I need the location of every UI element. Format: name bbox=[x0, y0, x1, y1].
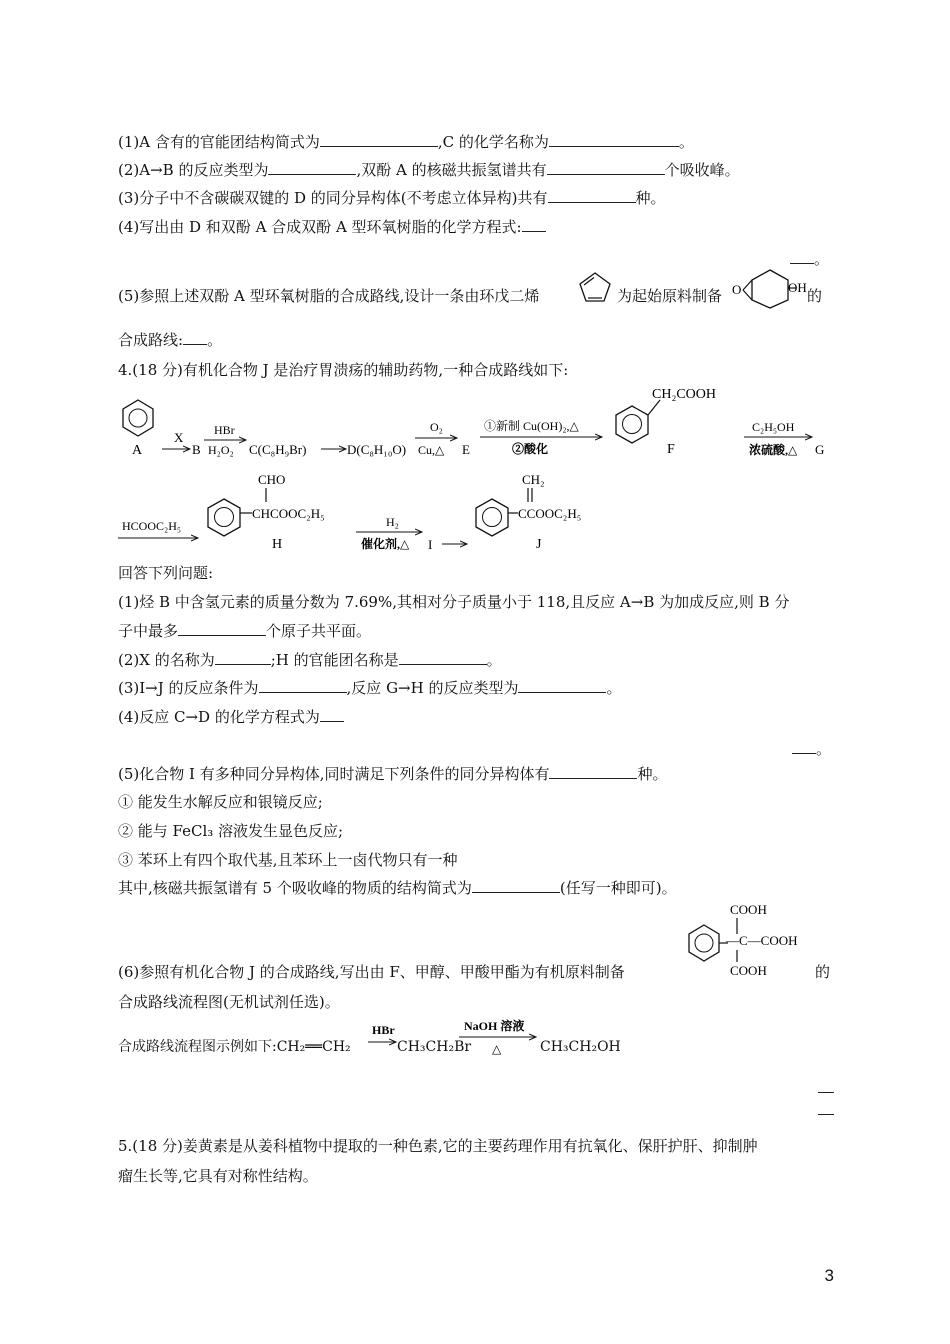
group-ccooet: CCOOC₂H₅ bbox=[518, 506, 582, 521]
reagent-X: X bbox=[174, 430, 184, 445]
group-ch2cooh: CH₂COOH bbox=[652, 387, 716, 402]
q3-part2 bbox=[118, 160, 740, 180]
q5-intro-2 bbox=[118, 1166, 318, 1186]
epoxide-oxygen-label: O bbox=[732, 282, 742, 297]
q3-part2-text-c: 个吸收峰。 bbox=[664, 161, 740, 179]
label-F: F bbox=[667, 442, 675, 457]
example-reagent-naoh: NaOH 溶液 bbox=[464, 1019, 525, 1033]
q3-part3 bbox=[118, 188, 666, 208]
q4-part1-text-c: 个原子共平面。 bbox=[266, 622, 372, 640]
group-cooh-right: —C—COOH bbox=[726, 933, 798, 948]
q3-part5-text-b: 为起始原料制备 bbox=[617, 287, 723, 305]
label-I: I bbox=[428, 537, 433, 552]
answer-blank[interactable] bbox=[522, 217, 546, 232]
q5-intro bbox=[118, 1136, 758, 1156]
q4-part2-text-c: 。 bbox=[486, 651, 502, 669]
q4-part5-text-c: 种。 bbox=[637, 765, 668, 783]
q4-synthesis-scheme bbox=[112, 378, 832, 554]
answer-blank[interactable] bbox=[472, 878, 560, 893]
answer-blank[interactable] bbox=[399, 650, 487, 665]
q4-part6-text-c: 的 bbox=[815, 963, 831, 981]
q4-part6-answer-line-1 bbox=[818, 1078, 834, 1097]
q4-part6-end bbox=[815, 962, 830, 982]
q3-part5-end bbox=[807, 286, 822, 306]
reagent-step2: ②酸化 bbox=[512, 442, 549, 456]
q4-condition-2-text: ② 能与 FeCl₃ 溶液发生显色反应; bbox=[118, 822, 344, 840]
q4-part1 bbox=[118, 592, 789, 612]
q3-part1-text-c: 。 bbox=[678, 133, 694, 151]
answer-blank[interactable] bbox=[518, 678, 606, 693]
reagent-h2o2: H₂O₂ bbox=[208, 443, 234, 457]
q4-part6-answer-line-2 bbox=[818, 1100, 834, 1119]
q4-part5-end-text-c: (任写一种即可)。 bbox=[559, 879, 677, 897]
answer-blank[interactable] bbox=[818, 1100, 834, 1115]
answer-blank[interactable] bbox=[320, 707, 344, 722]
q3-part5-end-punct: 。 bbox=[207, 331, 223, 349]
q5-intro-line1: 5.(18 分)姜黄素是从姜科植物中提取的一种色素,它的主要药理作用有抗氧化、保肝护肝、抑制肿 bbox=[118, 1137, 758, 1155]
label-B: B bbox=[192, 442, 201, 457]
hydroxyl-label: OH bbox=[788, 280, 807, 295]
answer-blank[interactable] bbox=[268, 160, 356, 175]
label-D: D(C₈H₁₀O) bbox=[347, 442, 407, 457]
group-cho: CHO bbox=[258, 472, 286, 487]
q4-part1-text-a: (1)烃 B 中含氢元素的质量分数为 7.69%,其相对分子质量小于 118,且反应 A→B 为加成反应,则 B 分 bbox=[118, 593, 790, 611]
answer-blank[interactable] bbox=[183, 330, 207, 345]
q3-part5 bbox=[118, 286, 539, 306]
q4-answer-prompt-text: 回答下列问题: bbox=[118, 564, 214, 582]
target-benzyl-tricarboxylic-acid-structure bbox=[680, 898, 810, 980]
q3-part2-text-b: ,双酚 A 的核磁共振氢谱共有 bbox=[356, 161, 547, 179]
q3-part1-text-a: (1)A 含有的官能团结构简式为 bbox=[118, 133, 320, 151]
reagent-o2: O₂ bbox=[430, 420, 443, 434]
label-A: A bbox=[132, 443, 143, 458]
label-C: C(C₈H₉Br) bbox=[249, 442, 307, 457]
answer-blank[interactable] bbox=[215, 650, 271, 665]
q3-part1 bbox=[118, 132, 694, 152]
q4-part6-line2-text: 合成路线流程图(无机试剂任选)。 bbox=[118, 993, 340, 1011]
answer-blank[interactable] bbox=[259, 678, 347, 693]
q4-intro bbox=[118, 360, 568, 380]
answer-blank[interactable] bbox=[818, 1078, 834, 1093]
q4-part4 bbox=[118, 707, 344, 727]
answer-blank[interactable] bbox=[549, 132, 679, 147]
benzene-H bbox=[208, 499, 252, 536]
q3-part1-text-b: ,C 的化学名称为 bbox=[437, 133, 549, 151]
q3-part5-line2 bbox=[118, 330, 222, 350]
page-number: 3 bbox=[824, 1266, 834, 1285]
q4-part4-end bbox=[792, 738, 831, 759]
answer-blank[interactable] bbox=[549, 764, 637, 779]
q4-part1-line2 bbox=[118, 621, 371, 641]
q4-part4-text: (4)反应 C→D 的化学方程式为 bbox=[118, 708, 320, 726]
answer-blank[interactable] bbox=[548, 188, 636, 203]
example-ethanol bbox=[540, 1037, 621, 1057]
q3-part5-mid bbox=[617, 286, 722, 306]
group-cooh-bottom: COOH bbox=[730, 963, 767, 978]
q3-part5-text-c: 的 bbox=[807, 287, 823, 305]
example-reagent-hbr: HBr bbox=[372, 1023, 395, 1037]
example-reagent-delta: △ bbox=[492, 1042, 502, 1056]
q4-part5-text-a: (5)化合物 I 有多种同分异构体,同时满足下列条件的同分异构体有 bbox=[118, 765, 550, 783]
group-ch2: CH₂ bbox=[522, 472, 545, 487]
q4-condition-1 bbox=[118, 792, 323, 812]
group-chcooet: CHCOOC₂H₅ bbox=[252, 506, 325, 521]
q4-part3-text-a: (3)I→J 的反应条件为 bbox=[118, 679, 259, 697]
q4-part3-text-c: 。 bbox=[606, 679, 622, 697]
q3-part4-end-punct: 。 bbox=[814, 250, 830, 268]
example-bromoethane bbox=[397, 1037, 471, 1057]
q4-part5-end-text-a: 其中,核磁共振氢谱有 5 个吸收峰的物质的结构简式为 bbox=[118, 879, 472, 897]
q4-part3-text-b: ,反应 G→H 的反应类型为 bbox=[346, 679, 519, 697]
q4-part1-text-b: 子中最多 bbox=[118, 622, 179, 640]
q4-part5-end bbox=[118, 878, 677, 898]
q3-part3-text-a: (3)分子中不含碳碳双键的 D 的同分异构体(不考虑立体异构)共有 bbox=[118, 189, 548, 207]
q4-part3 bbox=[118, 678, 621, 698]
benzene-J bbox=[476, 499, 518, 536]
answer-blank[interactable] bbox=[320, 132, 438, 147]
target-epoxy-cyclopentanol-structure bbox=[730, 262, 810, 312]
q4-part6 bbox=[118, 962, 625, 982]
q3-part3-text-c: 种。 bbox=[635, 189, 666, 207]
q4-example-route bbox=[118, 1037, 351, 1057]
label-G: G bbox=[815, 442, 825, 457]
q4-intro-text: 4.(18 分)有机化合物 J 是治疗胃溃疡的辅助药物,一种合成路线如下: bbox=[118, 361, 569, 379]
example-text-a: 合成路线流程图示例如下:CH₂══CH₂ bbox=[118, 1039, 351, 1055]
answer-blank[interactable] bbox=[178, 621, 266, 636]
q3-part4-text: (4)写出由 D 和双酚 A 合成双酚 A 型环氧树脂的化学方程式: bbox=[118, 218, 522, 236]
q3-part5-text-a: (5)参照上述双酚 A 型环氧树脂的合成路线,设计一条由环戊二烯 bbox=[118, 287, 540, 305]
answer-blank[interactable] bbox=[547, 160, 665, 175]
q4-condition-1-text: ① 能发生水解反应和银镜反应; bbox=[118, 793, 323, 811]
q4-answer-prompt bbox=[118, 563, 213, 583]
reagent-hbr: HBr bbox=[214, 423, 235, 437]
q5-intro-line2: 瘤生长等,它具有对称性结构。 bbox=[118, 1167, 318, 1185]
reagent-hcooet: HCOOC₂H₅ bbox=[122, 519, 182, 533]
q3-part4 bbox=[118, 217, 546, 237]
benzene-target bbox=[689, 925, 719, 961]
q3-part2-text-a: (2)A→B 的反应类型为 bbox=[118, 161, 269, 179]
q4-condition-3 bbox=[118, 850, 458, 870]
example-text-b: CH₃CH₂Br bbox=[397, 1039, 472, 1055]
reagent-h2: H₂ bbox=[386, 515, 399, 529]
example-text-c: CH₃CH₂OH bbox=[540, 1039, 621, 1055]
q4-part2 bbox=[118, 650, 502, 670]
q4-condition-2 bbox=[118, 821, 343, 841]
reagent-cat: 催化剂,△ bbox=[361, 537, 410, 551]
reagent-step1: ①新制 Cu(OH)₂,△ bbox=[484, 419, 579, 433]
q3-part5-line2-text: 合成路线: bbox=[118, 331, 184, 349]
q4-part2-text-a: (2)X 的名称为 bbox=[118, 651, 215, 669]
q4-condition-3-text: ③ 苯环上有四个取代基,且苯环上一卤代物只有一种 bbox=[118, 851, 458, 869]
q4-part4-end-punct: 。 bbox=[816, 740, 832, 758]
q4-part2-text-b: ;H 的官能团名称是 bbox=[270, 651, 399, 669]
reagent-cu: Cu,△ bbox=[418, 443, 445, 457]
benzene-A bbox=[123, 400, 153, 436]
q4-part5 bbox=[118, 764, 668, 784]
cyclopentadiene-structure bbox=[575, 268, 615, 308]
q4-part6-text-a: (6)参照有机化合物 J 的合成路线,写出由 F、甲醇、甲酸甲酯为有机原料制备 bbox=[118, 963, 625, 981]
q4-part6-line2 bbox=[118, 992, 340, 1012]
reagent-h2so4: 浓硫酸,△ bbox=[749, 443, 798, 457]
answer-blank[interactable] bbox=[792, 739, 816, 754]
label-E: E bbox=[462, 442, 470, 457]
label-H: H bbox=[272, 537, 283, 552]
reagent-etoh: C₂H₅OH bbox=[752, 420, 795, 434]
benzene-F bbox=[616, 400, 660, 443]
group-cooh-top: COOH bbox=[730, 902, 767, 917]
label-J: J bbox=[536, 537, 542, 552]
